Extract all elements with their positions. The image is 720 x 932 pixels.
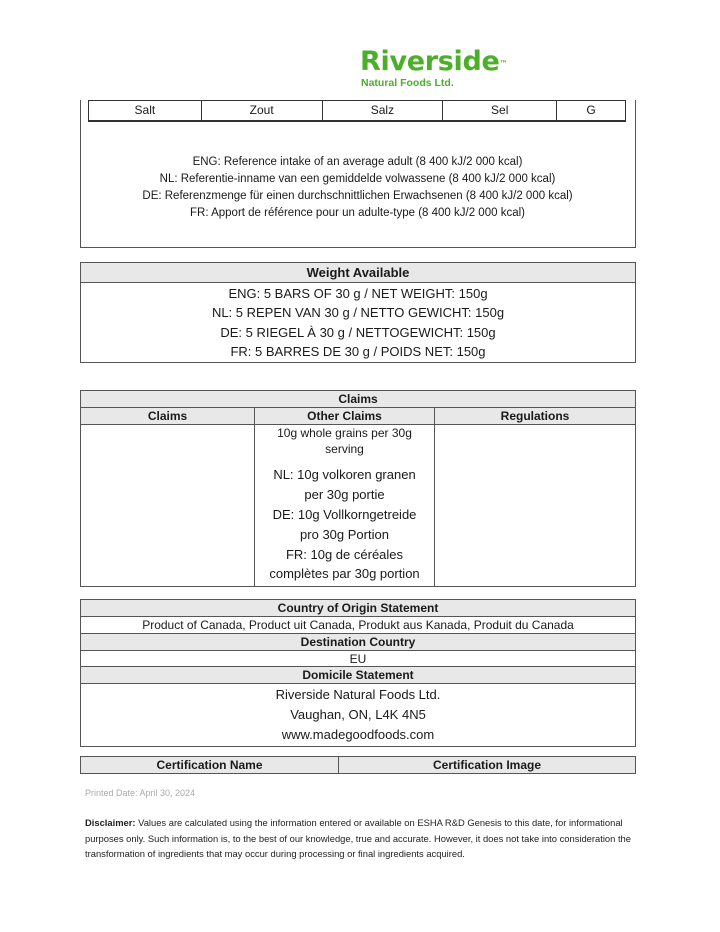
origin-value: Product of Canada, Product uit Canada, Produkt aus Kanada, Produit du Canada bbox=[81, 617, 636, 634]
claims-header: Claims bbox=[81, 391, 636, 408]
claims-section bbox=[80, 390, 636, 587]
destination-value: EU bbox=[81, 651, 636, 667]
printed-date: Printed Date: April 30, 2024 bbox=[85, 788, 196, 798]
claims-col-regulations: Regulations bbox=[435, 408, 636, 425]
salt-cell-fr: Sel bbox=[443, 101, 557, 121]
weight-line-nl: NL: 5 REPEN VAN 30 g / NETTO GEWICHT: 150g bbox=[81, 303, 636, 323]
certification-image-header: Certification Image bbox=[339, 757, 636, 774]
reference-intake-text bbox=[80, 154, 635, 222]
brand-logo bbox=[360, 48, 507, 89]
other-claim-nl: NL: 10g volkoren granen per 30g portie bbox=[273, 467, 416, 502]
salt-cell-nl: Zout bbox=[201, 101, 322, 121]
other-claim-eng: 10g whole grains per 30g serving bbox=[277, 426, 412, 456]
salt-cell-unit: G bbox=[557, 101, 626, 121]
other-claim-de: DE: 10g Vollkorngetreide pro 30g Portion bbox=[272, 507, 417, 542]
disclaimer-label: Disclaimer: bbox=[85, 817, 136, 828]
domicile-line-website: www.madegoodfoods.com bbox=[281, 727, 435, 742]
salt-row-table bbox=[88, 100, 626, 122]
ref-line-nl: NL: Referentie-inname van een gemiddelde volwassene (8 400 kJ/2 000 kcal) bbox=[159, 173, 556, 185]
domicile-line-company: Riverside Natural Foods Ltd. bbox=[275, 687, 441, 702]
regulations-cell-empty bbox=[435, 425, 636, 587]
weight-line-fr: FR: 5 BARRES DE 30 g / POIDS NET: 150g bbox=[81, 343, 636, 363]
claims-col-claims: Claims bbox=[81, 408, 255, 425]
origin-header: Country of Origin Statement bbox=[81, 600, 636, 617]
claims-col-other: Other Claims bbox=[255, 408, 435, 425]
certification-name-header: Certification Name bbox=[81, 757, 339, 774]
logo-tm: ™ bbox=[499, 59, 508, 68]
other-claims-cell bbox=[255, 425, 435, 587]
salt-cell-de: Salz bbox=[322, 101, 443, 121]
certification-section bbox=[80, 756, 636, 774]
disclaimer bbox=[85, 815, 645, 862]
logo-name: Riverside bbox=[360, 46, 500, 77]
domicile-line-address: Vaughan, ON, L4K 4N5 bbox=[290, 707, 426, 722]
disclaimer-text: Values are calculated using the information entered or available on ESHA R&D Genesis to this date, for informational purposes only. Such information is, to the best of our knowledge, true and accurate. However, it does not take into consideration the transformation of ingredients that may occur during processing or final ingredients acquired. bbox=[85, 817, 631, 859]
other-claim-fr: FR: 10g de céréales complètes par 30g portion bbox=[269, 547, 420, 581]
destination-header: Destination Country bbox=[81, 634, 636, 651]
claims-cell-empty bbox=[81, 425, 255, 587]
domicile-header: Domicile Statement bbox=[81, 667, 636, 684]
ref-line-eng: ENG: Reference intake of an average adult (8 400 kJ/2 000 kcal) bbox=[192, 156, 523, 168]
domicile-value bbox=[81, 684, 636, 747]
weight-header: Weight Available bbox=[81, 263, 636, 283]
table-row bbox=[89, 101, 626, 121]
salt-cell-eng: Salt bbox=[89, 101, 202, 121]
weight-line-eng: ENG: 5 BARS OF 30 g / NET WEIGHT: 150g bbox=[81, 283, 636, 303]
ref-line-de: DE: Referenzmenge für einen durchschnittlichen Erwachsenen (8 400 kJ/2 000 kcal) bbox=[142, 190, 573, 202]
logo-subtitle: Natural Foods Ltd. bbox=[361, 77, 454, 89]
weight-line-de: DE: 5 RIEGEL À 30 g / NETTOGEWICHT: 150g bbox=[81, 323, 636, 343]
origin-section bbox=[80, 599, 636, 747]
weight-section bbox=[80, 262, 636, 363]
ref-line-fr: FR: Apport de référence pour un adulte-type (8 400 kJ/2 000 kcal) bbox=[190, 207, 525, 219]
